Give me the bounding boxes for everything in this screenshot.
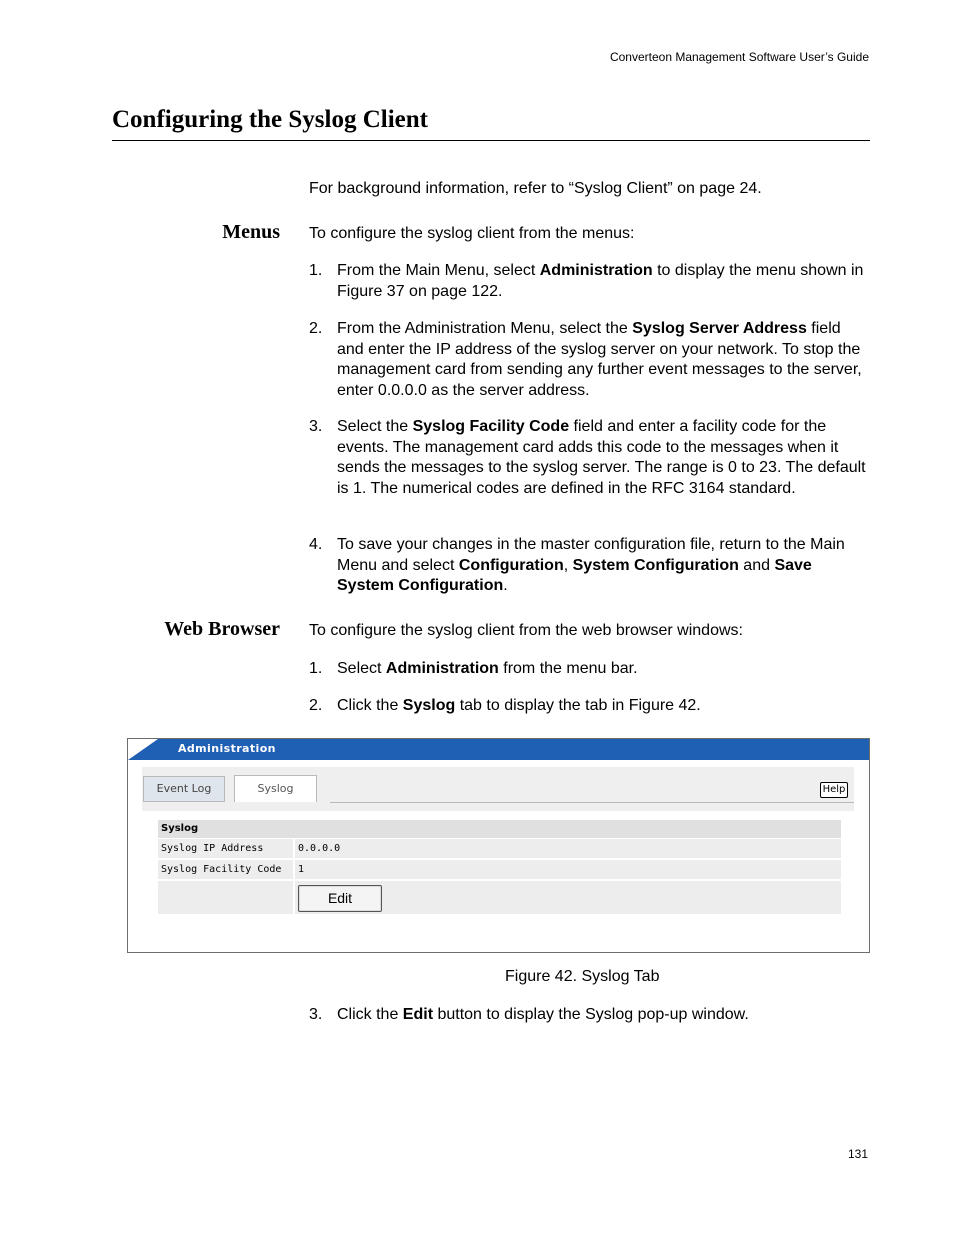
table-row-actions xyxy=(158,881,841,914)
page-title: Configuring the Syslog Client xyxy=(112,106,429,133)
web-lead: To configure the syslog client from the web browser windows: xyxy=(309,622,743,639)
step-bold: Syslog xyxy=(402,697,456,714)
page-number: 131 xyxy=(847,1147,868,1161)
step-number: 3. xyxy=(309,418,323,435)
tab-event-log[interactable]: Event Log xyxy=(143,776,225,802)
step-text: button to display the Syslog pop-up window. xyxy=(433,1006,749,1023)
figure-caption: Figure 42. Syslog Tab xyxy=(505,968,660,985)
step-text: to display the menu shown in Figure 37 on page 122. xyxy=(337,262,864,300)
menus-step-1 xyxy=(309,261,871,302)
column-divider xyxy=(293,860,295,879)
step-number: 1. xyxy=(309,262,323,279)
step-number: 3. xyxy=(309,1006,323,1023)
step-text: from the menu bar. xyxy=(498,660,638,677)
syslog-panel xyxy=(142,811,854,939)
menus-step-3 xyxy=(309,417,871,499)
step-number: 2. xyxy=(309,697,323,714)
syslog-table-header xyxy=(158,820,841,838)
step-bold: Syslog Server Address xyxy=(632,320,807,337)
tab-baseline xyxy=(330,802,854,803)
menus-lead: To configure the syslog client from the menus: xyxy=(309,225,635,242)
administration-title-bar xyxy=(128,739,869,760)
step-number: 2. xyxy=(309,320,323,337)
step-bold: Syslog Facility Code xyxy=(412,418,570,435)
step-number: 1. xyxy=(309,660,323,677)
step-text: Select the xyxy=(337,418,413,435)
syslog-ip-label: Syslog IP Address xyxy=(161,843,264,854)
menus-heading: Menus xyxy=(222,221,280,243)
syslog-tab-screenshot xyxy=(127,738,870,953)
web-step-2 xyxy=(309,696,871,717)
column-divider xyxy=(293,881,295,914)
tab-syslog[interactable]: Syslog xyxy=(234,775,317,802)
step-bold: Save System Configuration xyxy=(337,556,812,594)
admin-content-area xyxy=(142,767,854,939)
step-text: To save your changes in the master configuration file, return to the Main Menu and select xyxy=(337,536,845,574)
table-row xyxy=(158,839,841,858)
step-text: tab to display the tab in Figure 42. xyxy=(455,697,701,714)
column-divider xyxy=(293,839,295,858)
step-bold: Administration xyxy=(385,660,499,677)
intro-paragraph: For background information, refer to “Syslog Client” on page 24. xyxy=(309,180,762,197)
title-rule xyxy=(112,140,870,141)
step-number: 4. xyxy=(309,536,323,553)
step-text: field and enter the IP address of the syslog server on your network. To stop the management card from sending any further event messages to the server, enter 0.0.0.0 as the server address. xyxy=(337,320,862,399)
step-text: Click the xyxy=(337,697,403,714)
web-step-1 xyxy=(309,659,871,680)
title-bar-notch xyxy=(128,739,158,760)
syslog-ip-value: 0.0.0.0 xyxy=(298,843,341,854)
step-text: Click the xyxy=(337,1006,403,1023)
step-text: . xyxy=(503,577,508,594)
help-button[interactable]: Help xyxy=(820,782,848,798)
step-text: From the Administration Menu, select the xyxy=(337,320,633,337)
menus-step-4 xyxy=(309,535,871,597)
syslog-facility-value: 1 xyxy=(298,864,305,875)
step-bold: Edit xyxy=(402,1006,434,1023)
step-bold: System Configuration xyxy=(572,556,739,574)
web-step-3 xyxy=(309,1005,871,1026)
step-text: Select xyxy=(337,660,386,677)
syslog-facility-label: Syslog Facility Code xyxy=(161,864,282,875)
administration-title: Administration xyxy=(178,742,276,755)
step-text: From the Main Menu, select xyxy=(337,262,540,279)
edit-button[interactable]: Edit xyxy=(298,885,382,912)
step-text: field and enter a facility code for the events. The management card adds this code to the messages when it sends the messages to the syslog server. The range is 0 to 23. The default is 1. The numerical codes are defined in the RFC 3164 standard. xyxy=(337,418,866,497)
table-title: Syslog xyxy=(161,823,199,834)
menus-step-2 xyxy=(309,319,871,401)
step-bold: Administration xyxy=(539,262,653,279)
web-browser-heading: Web Browser xyxy=(164,618,280,640)
step-text: and xyxy=(738,556,775,574)
table-row xyxy=(158,860,841,879)
running-header: Converteon Management Software User’s Guide xyxy=(609,50,869,64)
step-text: , xyxy=(563,556,573,574)
step-bold: Configuration xyxy=(458,556,564,574)
